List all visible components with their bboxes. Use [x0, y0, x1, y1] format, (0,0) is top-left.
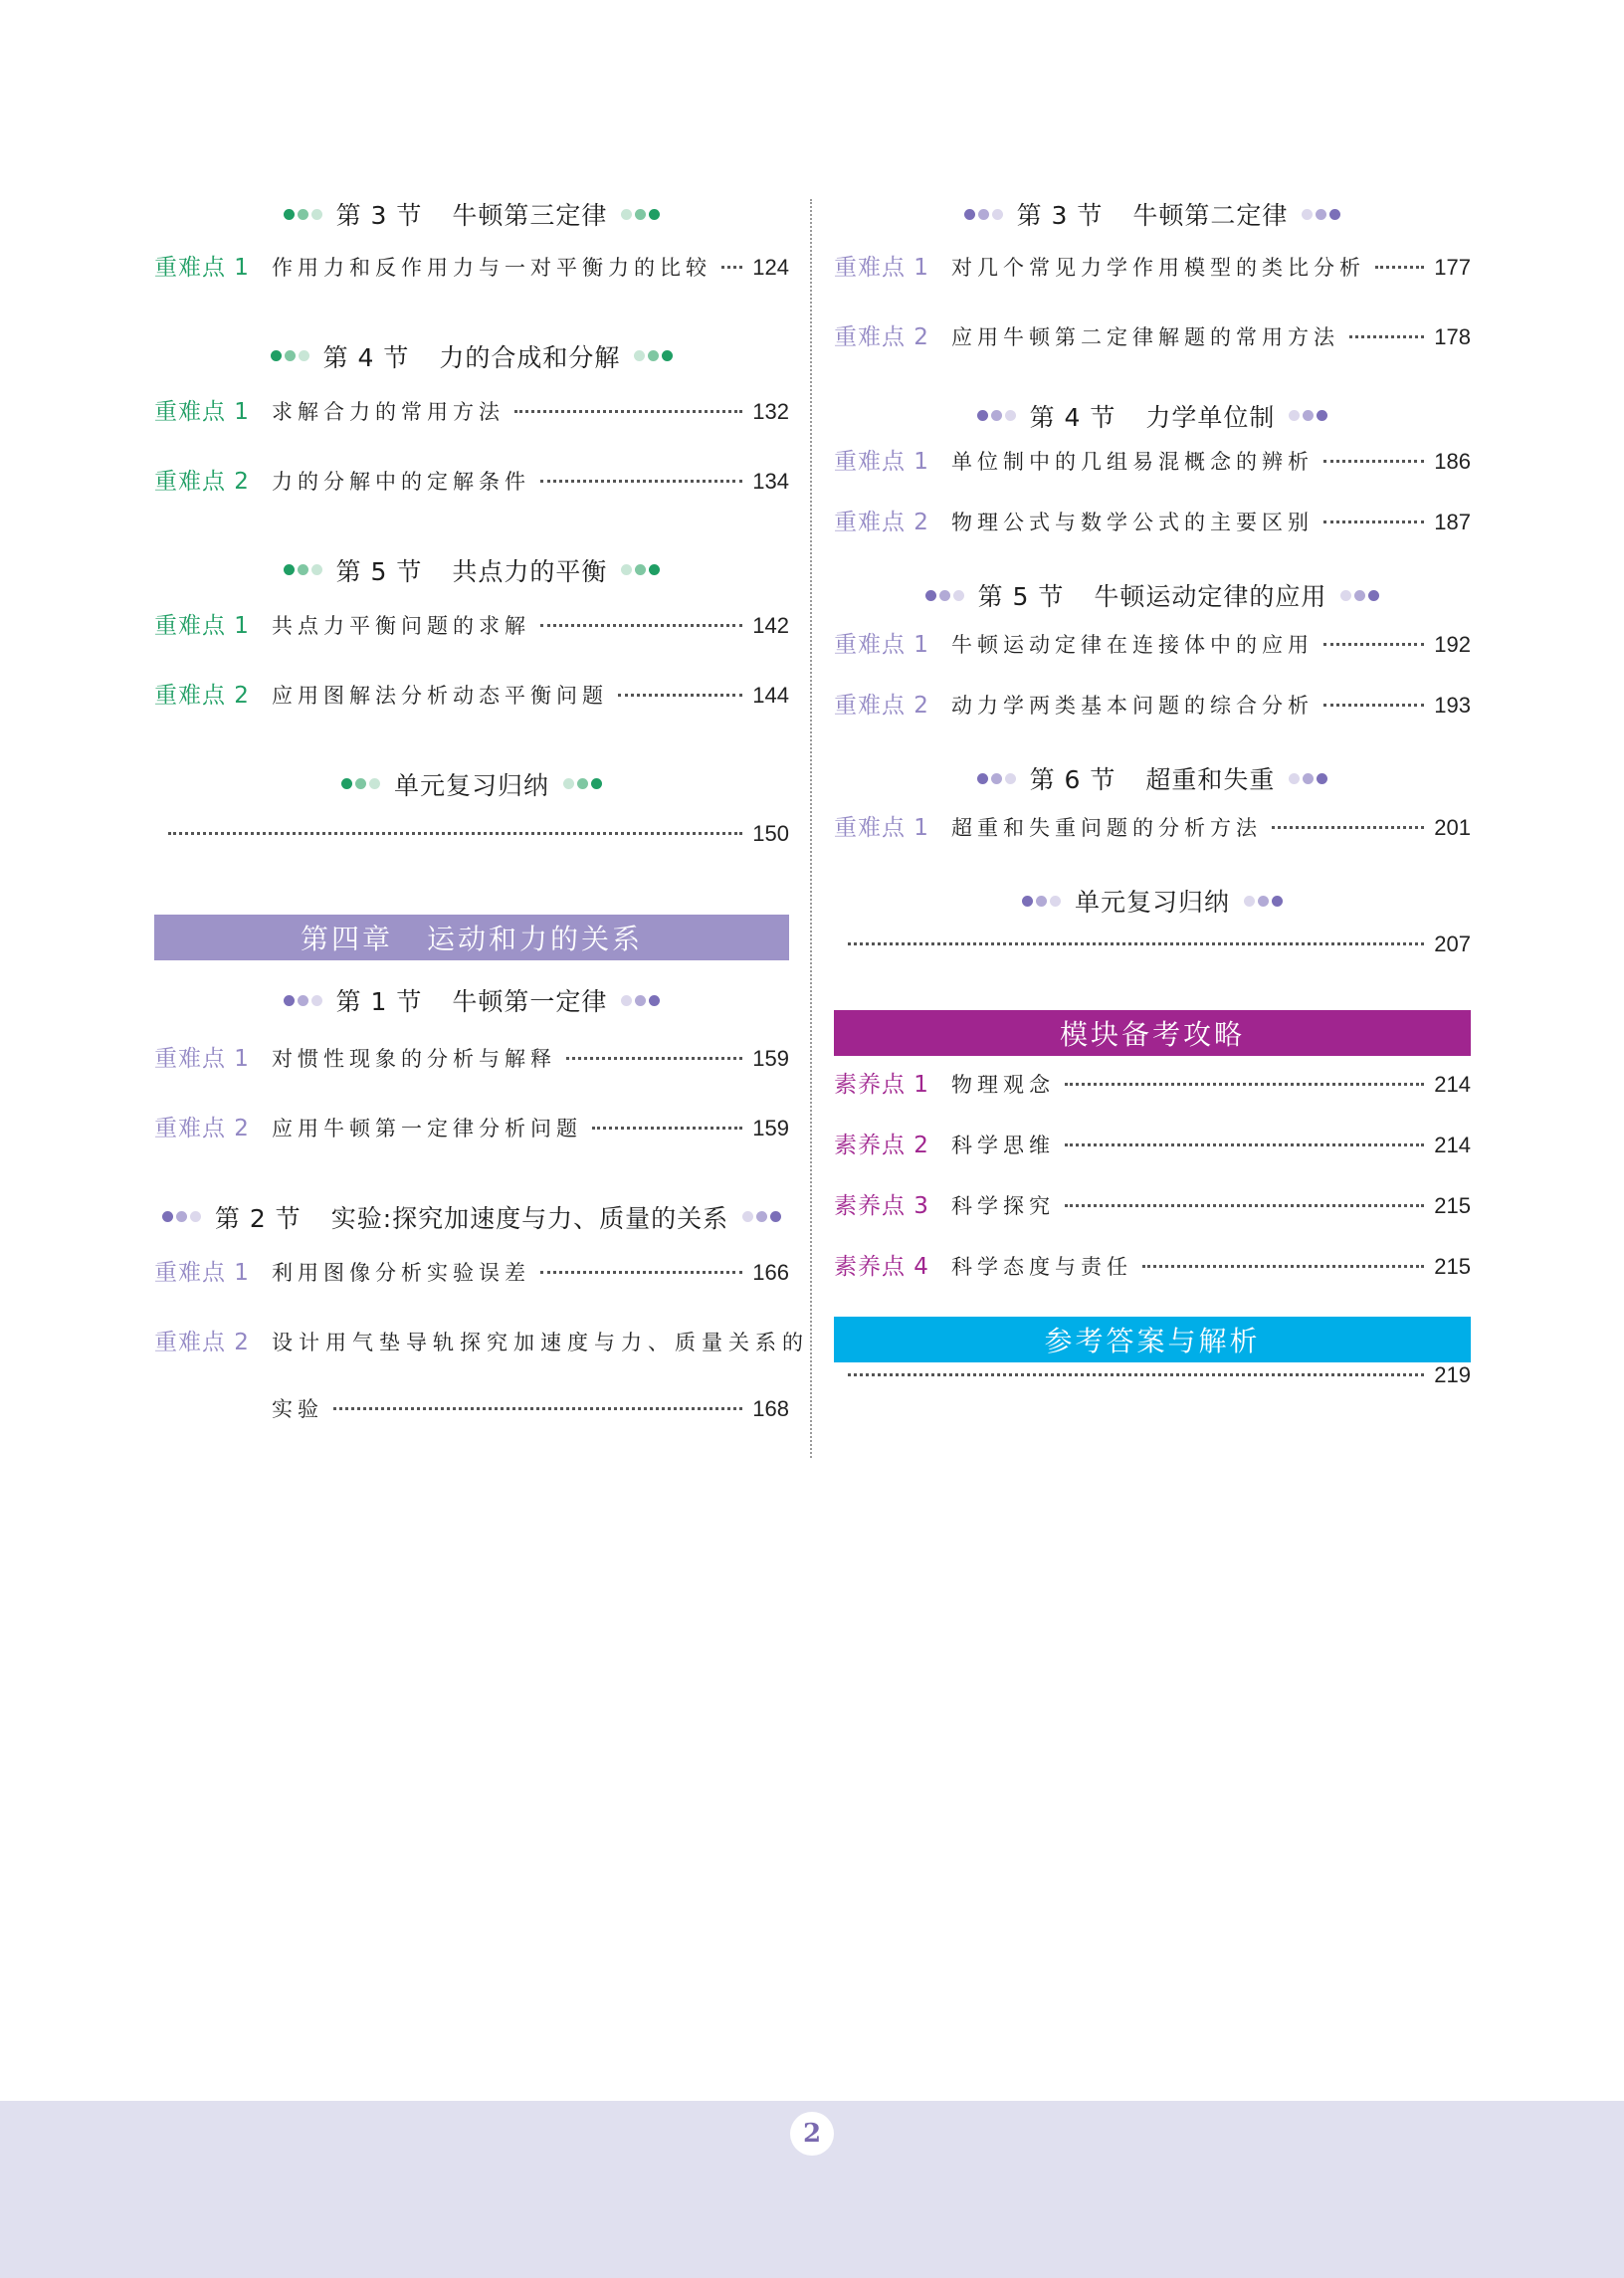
toc-entry[interactable]	[834, 249, 1471, 318]
entry-page: 177	[1434, 255, 1471, 280]
dot-leader	[566, 1057, 742, 1060]
chapter-banner	[154, 915, 789, 960]
toc-entry[interactable]	[154, 393, 789, 463]
entry-text: 对几个常见力学作用模型的类比分析	[951, 256, 1365, 280]
dots-right-icon	[563, 778, 602, 789]
entry-text: 利用图像分析实验误差	[272, 1261, 530, 1285]
entry-tag: 重难点 2	[834, 510, 929, 535]
entry-text: 动力学两类基本问题的综合分析	[951, 694, 1314, 718]
entry-tag: 重难点 2	[834, 693, 929, 719]
entry-text: 单位制中的几组易混概念的辨析	[951, 450, 1314, 474]
dots-right-icon	[1289, 773, 1327, 784]
dots-left-icon	[284, 995, 322, 1006]
entry-page: 215	[1434, 1254, 1471, 1279]
dots-right-icon	[621, 209, 660, 220]
dot-leader	[1323, 643, 1424, 646]
section-number: 第 1 节	[335, 987, 423, 1016]
dot-leader	[721, 266, 742, 269]
column-divider	[810, 199, 812, 1458]
entry-tag: 重难点 2	[154, 469, 250, 495]
section-title: 单元复习归纳	[393, 770, 549, 800]
section-title: 共点力的平衡	[452, 556, 608, 586]
toc-entry[interactable]	[834, 1362, 1471, 1437]
toc-entry[interactable]	[834, 1127, 1471, 1187]
toc-entry[interactable]	[834, 1187, 1471, 1248]
entry-text: 作用力和反作用力与一对平衡力的比较	[272, 256, 711, 280]
entry-page: 132	[752, 399, 789, 424]
section-heading	[154, 532, 789, 607]
dots-right-icon	[1244, 896, 1283, 907]
dots-right-icon	[1302, 209, 1340, 220]
section-number: 第 3 节	[335, 201, 423, 230]
entry-page: 178	[1434, 324, 1471, 349]
entry-text: 应用牛顿第二定律解题的常用方法	[951, 325, 1339, 349]
section-title: 力的合成和分解	[439, 342, 621, 372]
entry-tag: 重难点 1	[834, 632, 929, 658]
entry-tag: 重难点 1	[834, 255, 929, 281]
entry-text: 共点力平衡问题的求解	[272, 614, 530, 638]
dot-leader	[1065, 1143, 1424, 1146]
entry-text: 科学思维	[951, 1134, 1055, 1157]
entry-text: 求解合力的常用方法	[272, 400, 505, 424]
section-title: 牛顿第三定律	[452, 201, 608, 230]
entry-tag: 重难点 2	[154, 1330, 250, 1355]
entry-text: 应用牛顿第一定律分析问题	[272, 1117, 582, 1140]
module-title: 模块备考攻略	[1059, 1018, 1245, 1051]
toc-entry[interactable]	[154, 1110, 789, 1179]
entry-page: 215	[1434, 1193, 1471, 1218]
toc-entry-continued[interactable]	[154, 1393, 789, 1463]
chapter-title: 运动和力的关系	[427, 923, 644, 955]
dot-leader	[592, 1127, 742, 1130]
section-number: 第 2 节	[214, 1203, 302, 1233]
toc-entry[interactable]	[154, 249, 789, 318]
entry-text: 物理公式与数学公式的主要区别	[951, 511, 1314, 534]
entry-page: 144	[752, 683, 789, 708]
entry-page: 187	[1434, 510, 1471, 534]
dot-leader	[1323, 460, 1424, 463]
section-title: 牛顿第一定律	[452, 987, 608, 1016]
dots-left-icon	[1022, 896, 1061, 907]
entry-tag: 素养点 2	[834, 1133, 929, 1158]
entry-page: 214	[1434, 1072, 1471, 1097]
section-heading	[154, 746, 789, 821]
right-column	[834, 179, 1471, 1437]
page-number-badge: 2	[790, 2112, 834, 2156]
dots-right-icon	[1340, 590, 1379, 601]
toc-entry[interactable]	[834, 687, 1471, 747]
toc-entry[interactable]	[834, 1066, 1471, 1127]
toc-entry[interactable]	[154, 1040, 789, 1110]
entry-text: 设计用气垫导轨探究加速度与力、质量关系的	[272, 1331, 809, 1354]
dot-leader	[333, 1407, 742, 1410]
entry-tag: 素养点 4	[834, 1254, 929, 1280]
dots-left-icon	[162, 1211, 201, 1222]
entry-tag: 重难点 1	[154, 255, 250, 281]
entry-text: 物理观念	[951, 1073, 1055, 1097]
section-title: 单元复习归纳	[1074, 888, 1230, 917]
entry-tag: 素养点 1	[834, 1072, 929, 1098]
section-number: 第 5 节	[977, 582, 1065, 611]
dot-leader	[1349, 335, 1424, 338]
dots-left-icon	[341, 778, 380, 789]
answers-banner	[834, 1317, 1471, 1362]
toc-entry[interactable]	[154, 1254, 789, 1324]
section-heading	[154, 179, 789, 249]
dot-leader	[540, 1271, 742, 1274]
section-number: 第 4 节	[1029, 402, 1116, 432]
dots-right-icon	[621, 564, 660, 575]
entry-tag: 重难点 1	[154, 399, 250, 425]
section-heading	[834, 870, 1471, 932]
toc-entry[interactable]	[154, 607, 789, 677]
entry-page: 159	[752, 1046, 789, 1071]
entry-text: 实验	[272, 1397, 323, 1421]
toc-entry[interactable]	[154, 677, 789, 746]
dots-left-icon	[964, 209, 1003, 220]
section-heading	[834, 388, 1471, 443]
entry-text: 对惯性现象的分析与解释	[272, 1047, 556, 1071]
entry-tag: 重难点 1	[834, 449, 929, 475]
toc-entry[interactable]	[834, 809, 1471, 870]
dots-left-icon	[271, 350, 309, 361]
dot-leader	[1142, 1265, 1424, 1268]
dot-leader	[168, 832, 742, 835]
entry-tag: 重难点 1	[154, 1046, 250, 1072]
entry-tag: 重难点 1	[154, 1260, 250, 1286]
toc-entry[interactable]	[834, 1248, 1471, 1309]
dot-leader	[1375, 266, 1424, 269]
entry-text: 牛顿运动定律在连接体中的应用	[951, 633, 1314, 657]
section-heading	[834, 747, 1471, 809]
dots-right-icon	[742, 1211, 781, 1222]
answers-title: 参考答案与解析	[1044, 1325, 1261, 1357]
dots-right-icon	[1289, 410, 1327, 421]
section-heading	[834, 179, 1471, 249]
dot-leader	[1065, 1083, 1424, 1086]
toc-entry[interactable]	[834, 932, 1471, 992]
entry-page: 193	[1434, 693, 1471, 718]
dots-left-icon	[977, 773, 1016, 784]
entry-text: 超重和失重问题的分析方法	[951, 816, 1262, 840]
dot-leader	[1323, 520, 1424, 523]
entry-page: 192	[1434, 632, 1471, 657]
section-title: 超重和失重	[1145, 765, 1276, 794]
section-title: 实验:探究加速度与力、质量的关系	[330, 1203, 729, 1233]
entry-tag: 重难点 2	[154, 683, 250, 709]
dot-leader	[540, 480, 742, 483]
entry-page: 142	[752, 613, 789, 638]
entry-page: 168	[752, 1396, 789, 1421]
section-title: 力学单位制	[1145, 402, 1276, 432]
entry-tag: 素养点 3	[834, 1193, 929, 1219]
toc-entry[interactable]	[834, 443, 1471, 504]
dots-right-icon	[621, 995, 660, 1006]
entry-page: 214	[1434, 1133, 1471, 1157]
section-number: 第 4 节	[322, 342, 410, 372]
toc-entry[interactable]	[834, 626, 1471, 687]
entry-text: 科学态度与责任	[951, 1255, 1132, 1279]
dots-left-icon	[925, 590, 964, 601]
section-heading	[834, 564, 1471, 626]
toc-entry[interactable]	[154, 1324, 809, 1393]
entry-page: 219	[1434, 1362, 1471, 1387]
entry-page: 166	[752, 1260, 789, 1285]
toc-entry[interactable]	[154, 463, 789, 532]
section-number: 第 6 节	[1029, 765, 1116, 794]
dot-leader	[1065, 1204, 1424, 1207]
toc-entry[interactable]	[154, 821, 789, 891]
module-banner	[834, 1010, 1471, 1056]
dots-left-icon	[284, 209, 322, 220]
toc-entry[interactable]	[834, 318, 1471, 388]
section-heading	[154, 960, 789, 1040]
dot-leader	[848, 942, 1424, 945]
entry-text: 力的分解中的定解条件	[272, 470, 530, 494]
entry-tag: 重难点 2	[834, 324, 929, 350]
entry-text: 应用图解法分析动态平衡问题	[272, 684, 608, 708]
entry-page: 207	[1434, 932, 1471, 956]
dot-leader	[1323, 704, 1424, 707]
entry-tag: 重难点 2	[154, 1116, 250, 1141]
dot-leader	[848, 1373, 1424, 1376]
entry-page: 186	[1434, 449, 1471, 474]
entry-page: 201	[1434, 815, 1471, 840]
dot-leader	[618, 694, 742, 697]
section-number: 第 5 节	[335, 556, 423, 586]
dot-leader	[540, 624, 742, 627]
dot-leader	[1272, 826, 1424, 829]
section-heading	[154, 1179, 789, 1254]
entry-page: 124	[752, 255, 789, 280]
section-heading	[154, 318, 789, 393]
section-title: 牛顿运动定律的应用	[1094, 582, 1327, 611]
section-number: 第 3 节	[1016, 201, 1104, 230]
entry-page: 150	[752, 821, 789, 846]
chapter-label: 第四章	[300, 923, 393, 955]
dots-left-icon	[977, 410, 1016, 421]
dots-left-icon	[284, 564, 322, 575]
entry-tag: 重难点 1	[154, 613, 250, 639]
left-column	[154, 179, 809, 1463]
dots-right-icon	[634, 350, 673, 361]
section-title: 牛顿第二定律	[1132, 201, 1289, 230]
toc-entry[interactable]	[834, 504, 1471, 564]
entry-text: 科学探究	[951, 1194, 1055, 1218]
dot-leader	[514, 410, 742, 413]
entry-page: 159	[752, 1116, 789, 1140]
entry-page: 134	[752, 469, 789, 494]
entry-tag: 重难点 1	[834, 815, 929, 841]
